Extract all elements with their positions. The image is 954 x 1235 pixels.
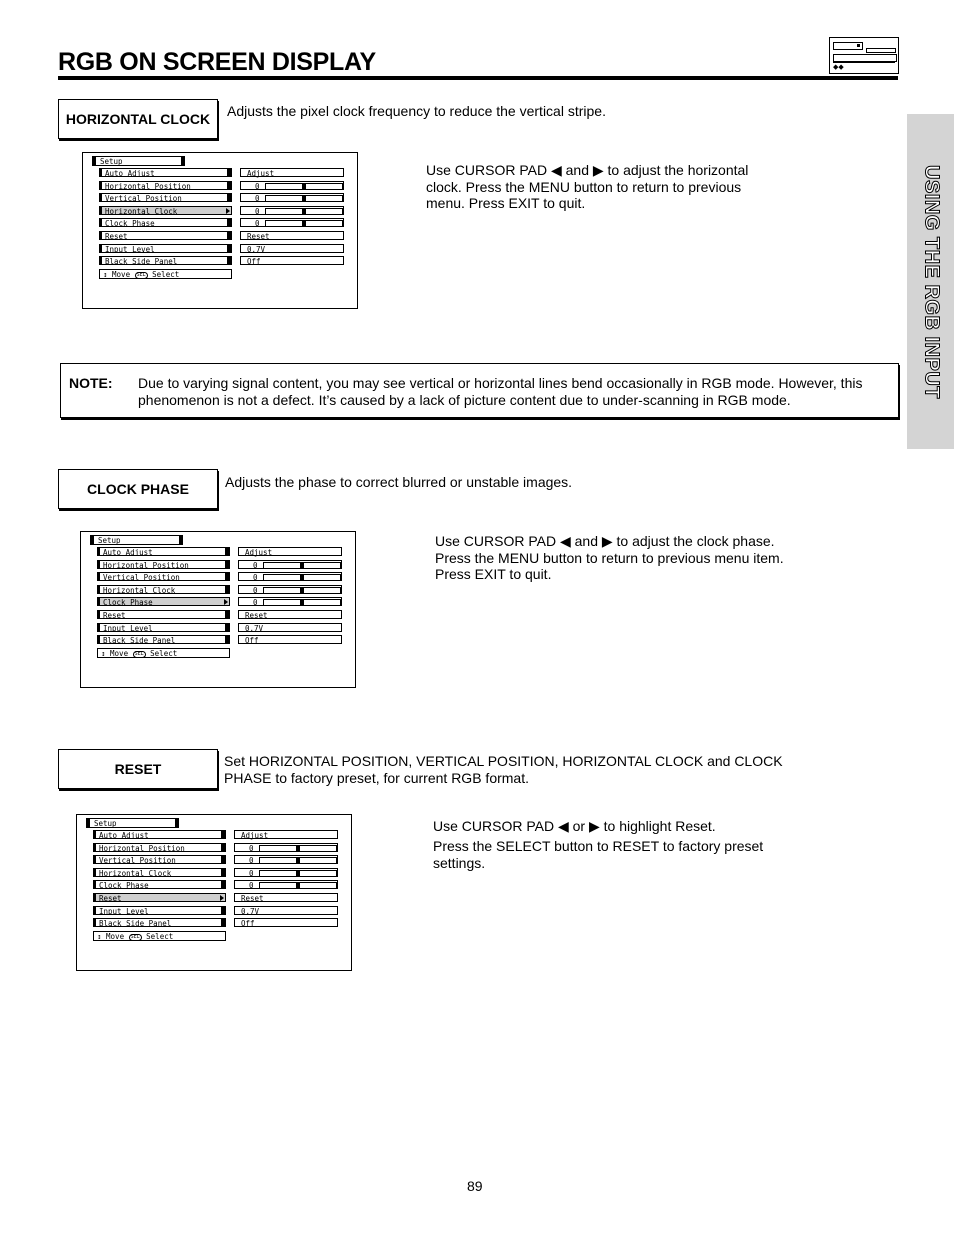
osd-value: Reset [234,893,338,902]
osd-menu-item: Horizontal Clock [97,585,230,594]
description-line: PHASE to factory preset, for current RGB format. [224,770,529,786]
osd-menu-item: Clock Phase [97,597,230,606]
osd-value-number: 0 [249,881,254,891]
osd-slider-bar [263,587,341,594]
updown-arrow-icon: ↕ [101,648,106,658]
osd-value-slider [238,572,342,581]
instruction-line: Press the MENU button to return to previous menu item. [435,549,784,566]
osd-menu-item: Input Level [99,244,232,253]
osd-slider-thumb [296,870,300,877]
osd-value-slider [238,597,342,606]
osd-menu-item: Black Side Panel [99,256,232,265]
osd-value: Off [238,635,342,644]
osd-menu-item: Black Side Panel [93,918,226,927]
note-text: Due to varying signal content, you may see vertical or horizontal lines bend occasionally in RGB mode. However, this phenomenon is not a defect. It’s caused by a lack of picture content due to under-scanning in RGB mode. [138,375,863,408]
osd-footer [99,269,232,279]
osd-slider-bar [265,183,343,190]
osd-slider-bar [259,845,337,852]
osd-value: 0.7V [240,244,344,253]
osd-value: Adjust [240,168,344,177]
osd-menu-item: Reset [93,893,226,902]
updown-arrow-icon: ↕ [103,269,108,279]
osd-value: Adjust [234,830,338,839]
device-tray-icon [833,54,897,62]
note-box [60,363,899,418]
osd-setup-title: Setup [90,535,181,545]
osd-value-number: 0 [255,206,260,216]
sel-button-icon: SEL [130,933,140,940]
instruction-line: Press EXIT to quit. [435,566,552,582]
osd-slider-thumb [302,220,306,227]
side-tab [907,114,954,449]
osd-menu-item: Horizontal Position [93,843,226,852]
page-title: RGB ON SCREEN DISPLAY [58,48,376,76]
osd-menu-item: Black Side Panel [97,635,230,644]
osd-slider-bar [265,195,343,202]
osd-menu-item: Auto Adjust [99,168,232,177]
osd-value-number: 0 [249,868,254,878]
osd-menu-item: Vertical Position [93,855,226,864]
osd-value: Reset [240,231,344,240]
osd-menu-clock-phase [80,531,356,688]
osd-slider-thumb [302,183,306,190]
osd-slider-thumb [302,208,306,215]
osd-menu-item: Horizontal Clock [99,206,232,215]
osd-slider-thumb [300,562,304,569]
osd-slider-bar [263,562,341,569]
updown-arrow-icon: ↕ [97,931,102,941]
description-line: Set HORIZONTAL POSITION, VERTICAL POSITION, HORIZONTAL CLOCK and CLOCK [224,753,783,769]
osd-slider-thumb [302,195,306,202]
osd-menu-item: Auto Adjust [97,547,230,556]
osd-value-number: 0 [249,856,254,866]
osd-menu-item: Clock Phase [93,880,226,889]
osd-value-number: 0 [255,194,260,204]
osd-value: Adjust [238,547,342,556]
osd-footer-select: Select [152,269,180,279]
title-rule [58,76,898,80]
osd-setup-title: Setup [86,818,177,828]
osd-footer-move: Move [106,931,125,941]
osd-value: Off [234,918,338,927]
osd-menu-reset [76,814,352,971]
osd-slider-thumb [300,599,304,606]
device-slot-icon [833,42,863,50]
osd-footer-move: Move [112,269,131,279]
clock-phase-instructions [435,533,784,583]
osd-menu-horizontal-clock [82,152,358,309]
osd-footer-select: Select [146,931,174,941]
instruction-line: clock. Press the MENU button to return to previous [426,178,742,195]
osd-slider-bar [259,882,337,889]
osd-menu-item: Horizontal Position [99,181,232,190]
instruction-line: menu. Press EXIT to quit. [426,195,586,211]
osd-menu-item: Vertical Position [97,572,230,581]
osd-value-slider [240,206,344,215]
osd-value-slider [240,181,344,190]
osd-menu-item: Vertical Position [99,193,232,202]
osd-value-number: 0 [253,573,258,583]
osd-value-number: 0 [255,181,260,191]
osd-value-number: 0 [255,219,260,229]
horizontal-clock-description: Adjusts the pixel clock frequency to reduce the vertical stripe. [227,103,606,119]
osd-slider-bar [259,870,337,877]
osd-menu-item: Reset [97,610,230,619]
instruction-line: Press the SELECT button to RESET to factory preset [433,838,764,854]
instruction-line: Use CURSOR PAD ◀ or ▶ to highlight Reset. [433,818,716,834]
osd-value-slider [240,193,344,202]
osd-setup-title: Setup [92,156,183,166]
osd-value: Reset [238,610,342,619]
horizontal-clock-instructions [426,162,748,212]
osd-footer-select: Select [150,648,178,658]
tv-device-icon [829,37,899,74]
clock-phase-label: CLOCK PHASE [58,469,218,509]
osd-menu-item: Input Level [93,906,226,915]
osd-value-slider [240,218,344,227]
page-number: 89 [467,1178,483,1194]
osd-value-number: 0 [253,585,258,595]
osd-slider-bar [263,574,341,581]
instruction-line: settings. [433,854,486,871]
reset-label: RESET [58,749,218,789]
reset-description [224,753,783,787]
device-buttons-icon: ◆◆ [833,62,895,71]
osd-footer [97,648,230,658]
osd-menu-item: Input Level [97,623,230,632]
osd-value-slider [234,855,338,864]
horizontal-clock-label: HORIZONTAL CLOCK [58,99,218,139]
osd-value-slider [238,560,342,569]
clock-phase-description: Adjusts the phase to correct blurred or unstable images. [225,474,573,490]
osd-value-number: 0 [253,560,258,570]
osd-footer [93,931,226,941]
side-tab-label: USING THE RGB INPUT [920,164,942,399]
osd-value-number: 0 [253,598,258,608]
osd-value-slider [234,880,338,889]
osd-slider-bar [265,208,343,215]
osd-menu-item: Clock Phase [99,218,232,227]
osd-slider-thumb [300,574,304,581]
osd-slider-thumb [296,882,300,889]
osd-value: 0.7V [234,906,338,915]
osd-menu-item: Reset [99,231,232,240]
osd-slider-thumb [296,857,300,864]
osd-menu-item: Horizontal Position [97,560,230,569]
osd-value-slider [234,843,338,852]
device-line-icon [866,48,896,53]
osd-slider-thumb [296,845,300,852]
osd-slider-bar [263,599,341,606]
osd-footer-move: Move [110,648,129,658]
osd-menu-item: Horizontal Clock [93,868,226,877]
osd-menu-item: Auto Adjust [93,830,226,839]
osd-slider-bar [265,220,343,227]
instruction-line: Use CURSOR PAD ◀ and ▶ to adjust the clock phase. [435,533,775,549]
osd-value-slider [234,868,338,877]
instruction-line: Use CURSOR PAD ◀ and ▶ to adjust the horizontal [426,162,749,178]
osd-value: Off [240,256,344,265]
osd-value: 0.7V [238,623,342,632]
sel-button-icon: SEL [136,271,146,278]
osd-slider-bar [259,857,337,864]
osd-value-number: 0 [249,843,254,853]
osd-slider-thumb [300,587,304,594]
note-label: NOTE: [69,375,113,391]
sel-button-icon: SEL [134,650,144,657]
osd-value-slider [238,585,342,594]
reset-instructions [433,818,763,871]
